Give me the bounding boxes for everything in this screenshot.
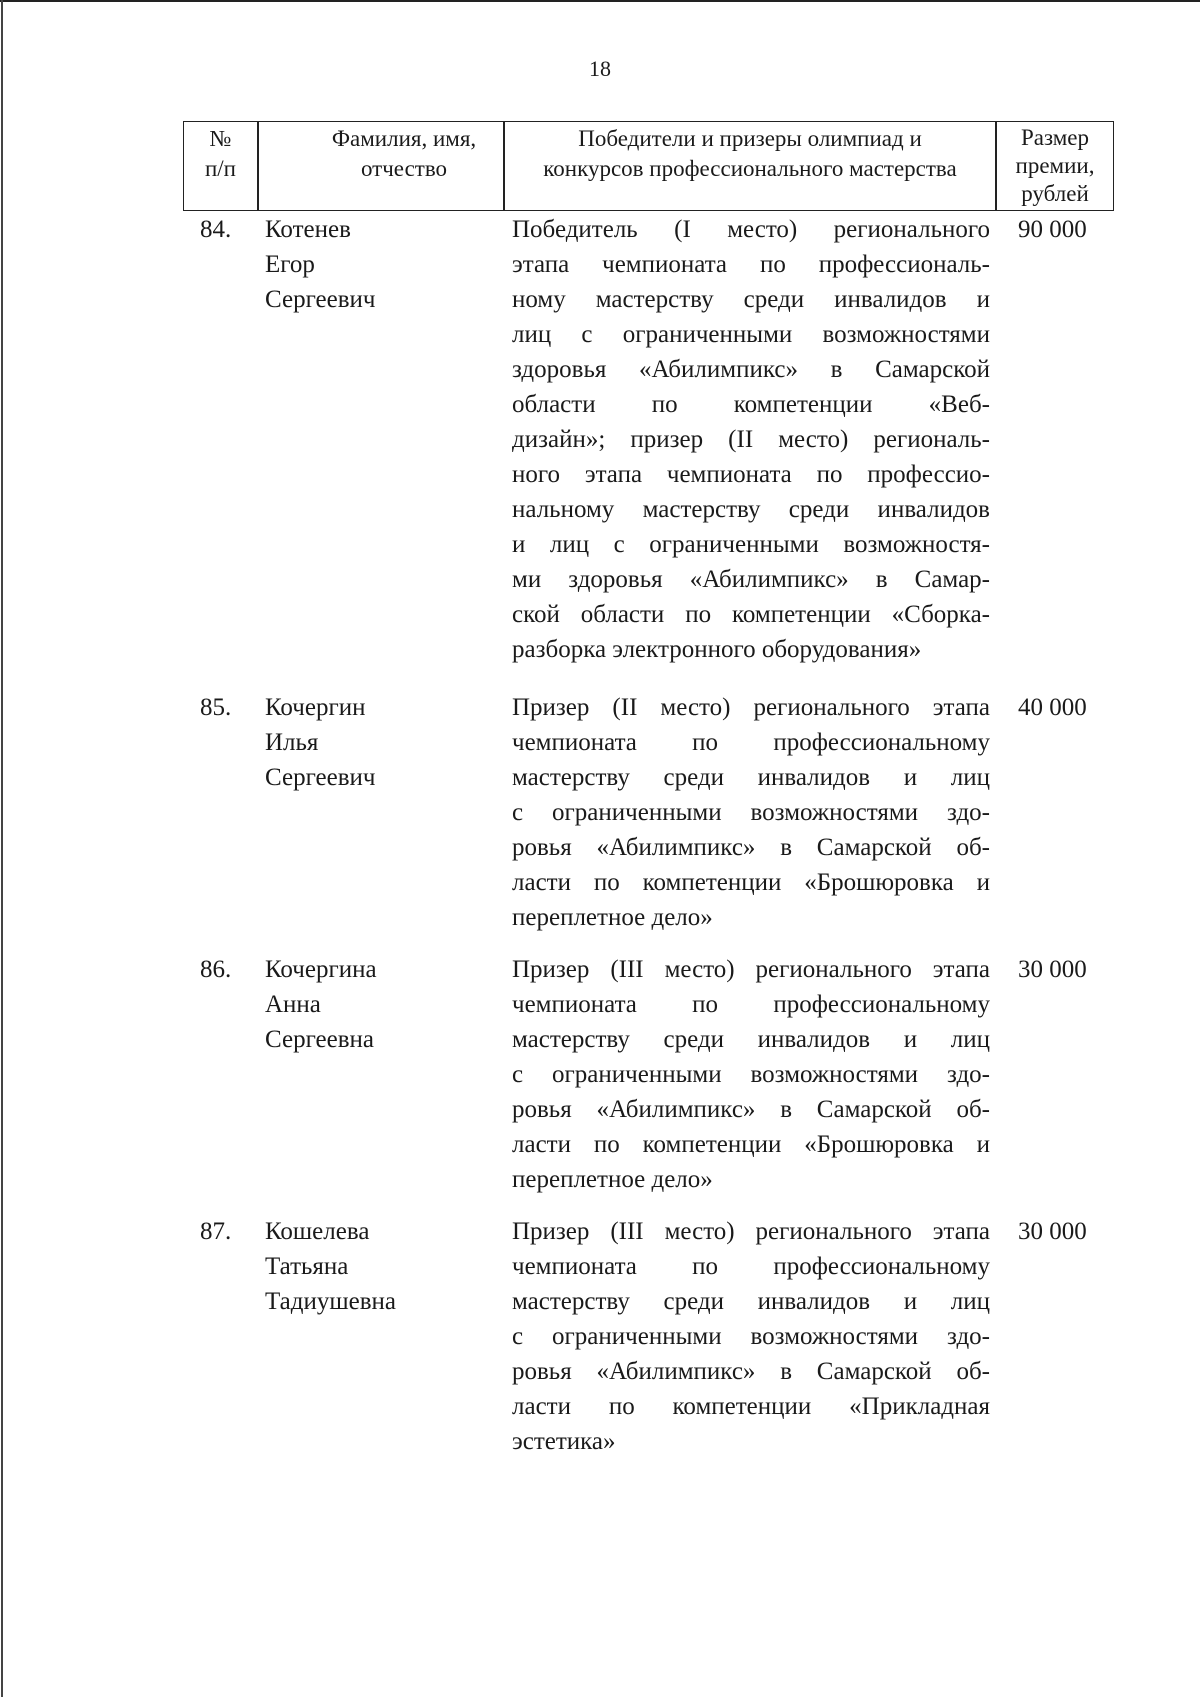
description-line: ми здоровья «Абилимпикс» в Самар-: [512, 566, 990, 593]
prize-amount: 90 000: [1018, 216, 1087, 243]
table-header: [183, 121, 1114, 211]
top-border-line: [0, 0, 1200, 2]
description-line: переплетное дело»: [512, 904, 713, 931]
description-line: чемпионата по профессиональному: [512, 729, 990, 756]
description-line: с ограниченными возможностями здо-: [512, 1061, 990, 1088]
description-line: чемпионата по профессиональному: [512, 991, 990, 1018]
left-border-line: [1, 0, 3, 1697]
description-line: ласти по компетенции «Брошюровка и: [512, 869, 990, 896]
description-line: с ограниченными возможностями здо-: [512, 1323, 990, 1350]
description-line: мастерству среди инвалидов и лиц: [512, 1026, 990, 1053]
description-line: ровья «Абилимпикс» в Самарской об-: [512, 834, 990, 861]
description-line: Призер (III место) регионального этапа: [512, 956, 990, 983]
description-line: ласти по компетенции «Прикладная: [512, 1393, 990, 1420]
header-amount-line: рублей: [1021, 181, 1089, 206]
description-line: и лиц с ограниченными возможностя-: [512, 531, 990, 558]
page-number: 18: [589, 56, 611, 81]
name-part: Котенев: [265, 216, 351, 243]
row-number: 87.: [200, 1218, 232, 1245]
row-number: 86.: [200, 956, 232, 983]
header-num-line: п/п: [204, 156, 236, 181]
description-line: ному мастерству среди инвалидов и: [512, 286, 990, 313]
header-desc-line: конкурсов профессионального мастерства: [543, 156, 957, 181]
description-line: Призер (III место) регионального этапа: [512, 1218, 990, 1245]
description-line: Победитель (I место) регионального: [512, 216, 990, 243]
header-num-line: №: [209, 126, 232, 151]
prize-amount: 40 000: [1018, 694, 1087, 721]
recipient-name: [265, 690, 465, 795]
description-line: эстетика»: [512, 1428, 616, 1455]
description-line: ласти по компетенции «Брошюровка и: [512, 1131, 990, 1158]
name-part: Тадиушевна: [265, 1288, 396, 1315]
header-amount-line: Размер: [1020, 125, 1090, 150]
recipient-name: [265, 212, 465, 317]
name-part: Илья: [265, 729, 319, 756]
description-line: ного этапа чемпионата по профессио-: [512, 461, 990, 488]
description-line: лиц с ограниченными возможностями: [512, 321, 990, 348]
description-line: ровья «Абилимпикс» в Самарской об-: [512, 1358, 990, 1385]
name-part: Кочергин: [265, 694, 366, 721]
name-part: Анна: [265, 991, 321, 1018]
name-part: Кошелева: [265, 1218, 370, 1245]
prize-amount: 30 000: [1018, 1218, 1087, 1245]
name-part: Сергеевна: [265, 1026, 374, 1053]
name-part: Кочергина: [265, 956, 377, 983]
row-number: 84.: [200, 216, 232, 243]
name-part: Егор: [265, 251, 315, 278]
prize-amount: 30 000: [1018, 956, 1087, 983]
description-line: дизайн»; призер (II место) региональ-: [512, 426, 990, 453]
description-line: мастерству среди инвалидов и лиц: [512, 1288, 990, 1315]
header-desc: [505, 122, 995, 210]
description-line: Призер (II место) регионального этапа: [512, 694, 990, 721]
row-number: 85.: [200, 694, 232, 721]
description-line: разборка электронного оборудования»: [512, 636, 922, 663]
header-desc-line: Победители и призеры олимпиад и: [578, 126, 922, 151]
header-amount: [997, 122, 1113, 210]
description-line: мастерству среди инвалидов и лиц: [512, 764, 990, 791]
description-line: чемпионата по профессиональному: [512, 1253, 990, 1280]
header-amount-line: премии,: [1015, 153, 1095, 178]
achievement-description: [512, 212, 990, 667]
description-line: этапа чемпионата по профессиональ-: [512, 251, 990, 278]
header-name-line: отчество: [360, 156, 448, 181]
description-line: переплетное дело»: [512, 1166, 713, 1193]
description-line: здоровья «Абилимпикс» в Самарской: [512, 356, 990, 383]
description-line: области по компетенции «Веб-: [512, 391, 990, 418]
recipient-name: [265, 952, 465, 1057]
name-part: Татьяна: [265, 1253, 349, 1280]
header-num: [184, 122, 257, 210]
header-name-line: Фамилия, имя,: [331, 126, 477, 151]
achievement-description: [512, 690, 990, 935]
description-line: ровья «Абилимпикс» в Самарской об-: [512, 1096, 990, 1123]
recipient-name: [265, 1214, 465, 1319]
description-line: нальному мастерству среди инвалидов: [512, 496, 990, 523]
achievement-description: [512, 952, 990, 1197]
achievement-description: [512, 1214, 990, 1459]
name-part: Сергеевич: [265, 764, 376, 791]
description-line: с ограниченными возможностями здо-: [512, 799, 990, 826]
description-line: ской области по компетенции «Сборка-: [512, 601, 990, 628]
name-part: Сергеевич: [265, 286, 376, 313]
